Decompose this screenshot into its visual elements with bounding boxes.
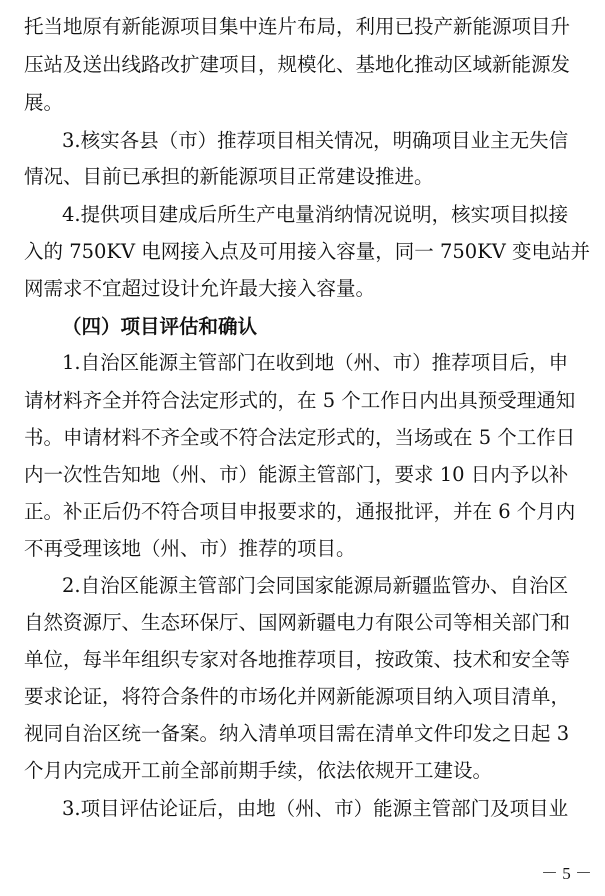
text-line: 自然资源厅、生态环保厅、国网新疆电力有限公司等相关部门和 bbox=[24, 611, 571, 634]
text-line: 展。 bbox=[24, 91, 64, 114]
page-number: － 5 － bbox=[541, 864, 592, 883]
text-line: 3.核实各县（市）推荐项目相关情况，明确项目业主无失信 bbox=[62, 129, 569, 152]
text-line: 网需求不宜超过设计允许最大接入容量。 bbox=[24, 277, 376, 300]
text-line: 内一次性告知地（州、市）能源主管部门，要求 10 日内予以补 bbox=[24, 463, 569, 486]
text-line: 不再受理该地（州、市）推荐的项目。 bbox=[24, 537, 356, 560]
text-line: 入的 750KV 电网接入点及可用接入容量，同一 750KV 变电站并 bbox=[24, 240, 591, 263]
text-line: 4.提供项目建成后所生产电量消纳情况说明，核实项目拟接 bbox=[62, 203, 569, 226]
text-line: 情况、目前已承担的新能源项目正常建设推进。 bbox=[24, 165, 434, 188]
text-line: 正。补正后仍不符合项目申报要求的，通报批评，并在 6 个月内 bbox=[24, 500, 576, 523]
text-line: 要求论证，将符合条件的市场化并网新能源项目纳入项目清单， bbox=[24, 685, 571, 708]
text-line: 3.项目评估论证后，由地（州、市）能源主管部门及项目业 bbox=[62, 797, 569, 820]
text-line: 书。申请材料不齐全或不符合法定形式的，当场或在 5 个工作日 bbox=[24, 426, 576, 449]
text-line: 单位，每半年组织专家对各地推荐项目，按政策、技术和安全等 bbox=[24, 648, 571, 671]
text-line: 1.自治区能源主管部门在收到地（州、市）推荐项目后，申 bbox=[62, 351, 569, 374]
text-line: 个月内完成开工前全部前期手续，依法依规开工建设。 bbox=[24, 759, 493, 782]
text-line: 2.自治区能源主管部门会同国家能源局新疆监管办、自治区 bbox=[62, 574, 569, 597]
section-heading: （四）项目评估和确认 bbox=[62, 315, 258, 338]
text-line: 视同自治区统一备案。纳入清单项目需在清单文件印发之日起 3 bbox=[24, 722, 570, 745]
text-line: 压站及送出线路改扩建项目，规模化、基地化推动区域新能源发 bbox=[24, 53, 571, 76]
text-line: 请材料齐全并符合法定形式的，在 5 个工作日内出具预受理通知 bbox=[24, 389, 576, 412]
text-line: 托当地原有新能源项目集中连片布局，利用已投产新能源项目升 bbox=[24, 15, 571, 38]
